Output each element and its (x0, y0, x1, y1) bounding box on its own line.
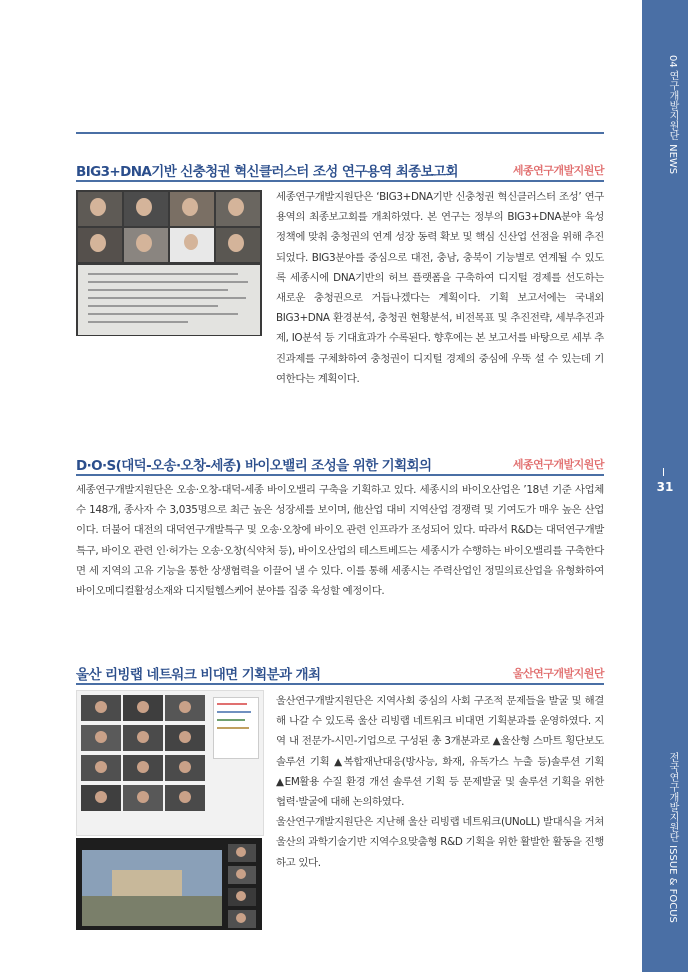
article-body-living-lab (276, 691, 604, 873)
article-org: 세종연구개발지원단 (512, 164, 604, 177)
article-title: BIG3+DNA기반 신충청권 혁신클러스터 조성 연구용역 최종보고회 (76, 164, 458, 180)
paragraph: 울산연구개발지원단은 지난해 울산 리빙랩 네트워크(UNoLL) 발대식을 거쳐 울산의 과학기술기반 지역수요맞춤형 R&D 기획을 위한 활발한 활동을 진행하고 있다. (276, 816, 604, 869)
site-survey-photo (76, 838, 262, 930)
article-org: 울산연구개발지원단 (512, 667, 604, 680)
online-meeting-photo (76, 690, 264, 836)
header-rule (76, 683, 604, 685)
page-number: 31 (656, 480, 674, 494)
top-rule (76, 132, 604, 134)
header-rule (76, 474, 604, 476)
article-body-bio-valley (76, 480, 604, 601)
section-label: 04 연구개발지원단 NEWS (667, 55, 678, 175)
header-rule (76, 180, 604, 182)
article-title: 울산 리빙랩 네트워크 비대면 기획분과 개최 (76, 667, 321, 683)
article-org: 세종연구개발지원단 (512, 458, 604, 471)
paragraph: 세종연구개발지원단은 오송·오창-대덕-세종 바이오밸리 구축을 기획하고 있다. 세종시의 바이오산업은 ’18년 기준 사업체 수 148개, 종사자 수 3,035명으로 최근 높은 성장세를 보이며, 他산업 대비 지역산업 경쟁력 및 기여도가 매우 높은 산업이다. 더불어 대전의 대덕연구개발특구 및 오송·오창에 바이오 관련 인프라가 조성되어 있다. 따라서 R&D는 대덕연구개발특구, 바이오 관련 인·허가는 오송·오창(식약처 등), 바이오산업의 테스트베드는 세종시가 수행하는 바이오밸리를 구축한다면 세 지역의 고유 기능을 통한 상생협력을 이끌어 낼 수 있다. 이를 통해 세종시는 주력산업인 정밀의료산업을 유형화하여 바이오메디컬활성소재와 디지털헬스케어 분야를 집중 육성할 예정이다. (76, 484, 604, 598)
article-body-big3 (276, 187, 604, 389)
paragraph: 세종연구개발지원단은 ‘BIG3+DNA기반 신충청권 혁신클러스터 조성’ 연구용역의 최종보고회를 개최하였다. 본 연구는 정부의 BIG3+DNA분야 육성정책에 맞춰 충청권의 연계 성장 동력 확보 및 핵심 신산업 선점을 위해 추진되었다. BIG3분야를 중심으로 대전, 충남, 충북이 기능별로 연계될 수 있도록 세종시에 DNA기반의 허브 플랫폼을 구축하여 디지털 경제를 선도하는 새로운 충청권으로 거듭나겠다는 계획이다. 기획 보고서에는 국내외 BIG3+DNA 환경분석, 충청권 현황분석, 비전목표 및 추진전략, 세부추진과제, IO분석 등 기대효과가 수록된다. 향후에는 본 보고서를 바탕으로 세부 추진과제를 구체화하여 충청권이 디지털 경제의 중심에 우뚝 설 수 있는데 기여한다는 계획이다. (276, 191, 604, 385)
video-conference-photo (76, 190, 262, 336)
magazine-title: 전국연구개발지원단 ISSUE & FOCUS (667, 752, 678, 923)
paragraph: 울산연구개발지원단은 지역사회 중심의 사회 구조적 문제들을 발굴 및 해결해 나갈 수 있도록 울산 리빙랩 네트워크 비대면 기획분과를 운영하였다. 지역 내 전문가-시민-기업으로 구성된 총 3개분과로 ▲울산형 스마트 횡단보도 솔루션 기획 ▲복합재난대응(방사능, 화재, 유독가스 누출 등)솔루션 기획 ▲EM활용 수질 환경 개선 솔루션 기획 등 문제발굴 및 솔루션 기획을 위한 협력·발굴에 대해 논의하였다. (276, 695, 604, 809)
page-number-tick (663, 468, 664, 476)
article-title: D·O·S(대덕-오송·오창-세종) 바이오밸리 조성을 위한 기획회의 (76, 458, 432, 474)
